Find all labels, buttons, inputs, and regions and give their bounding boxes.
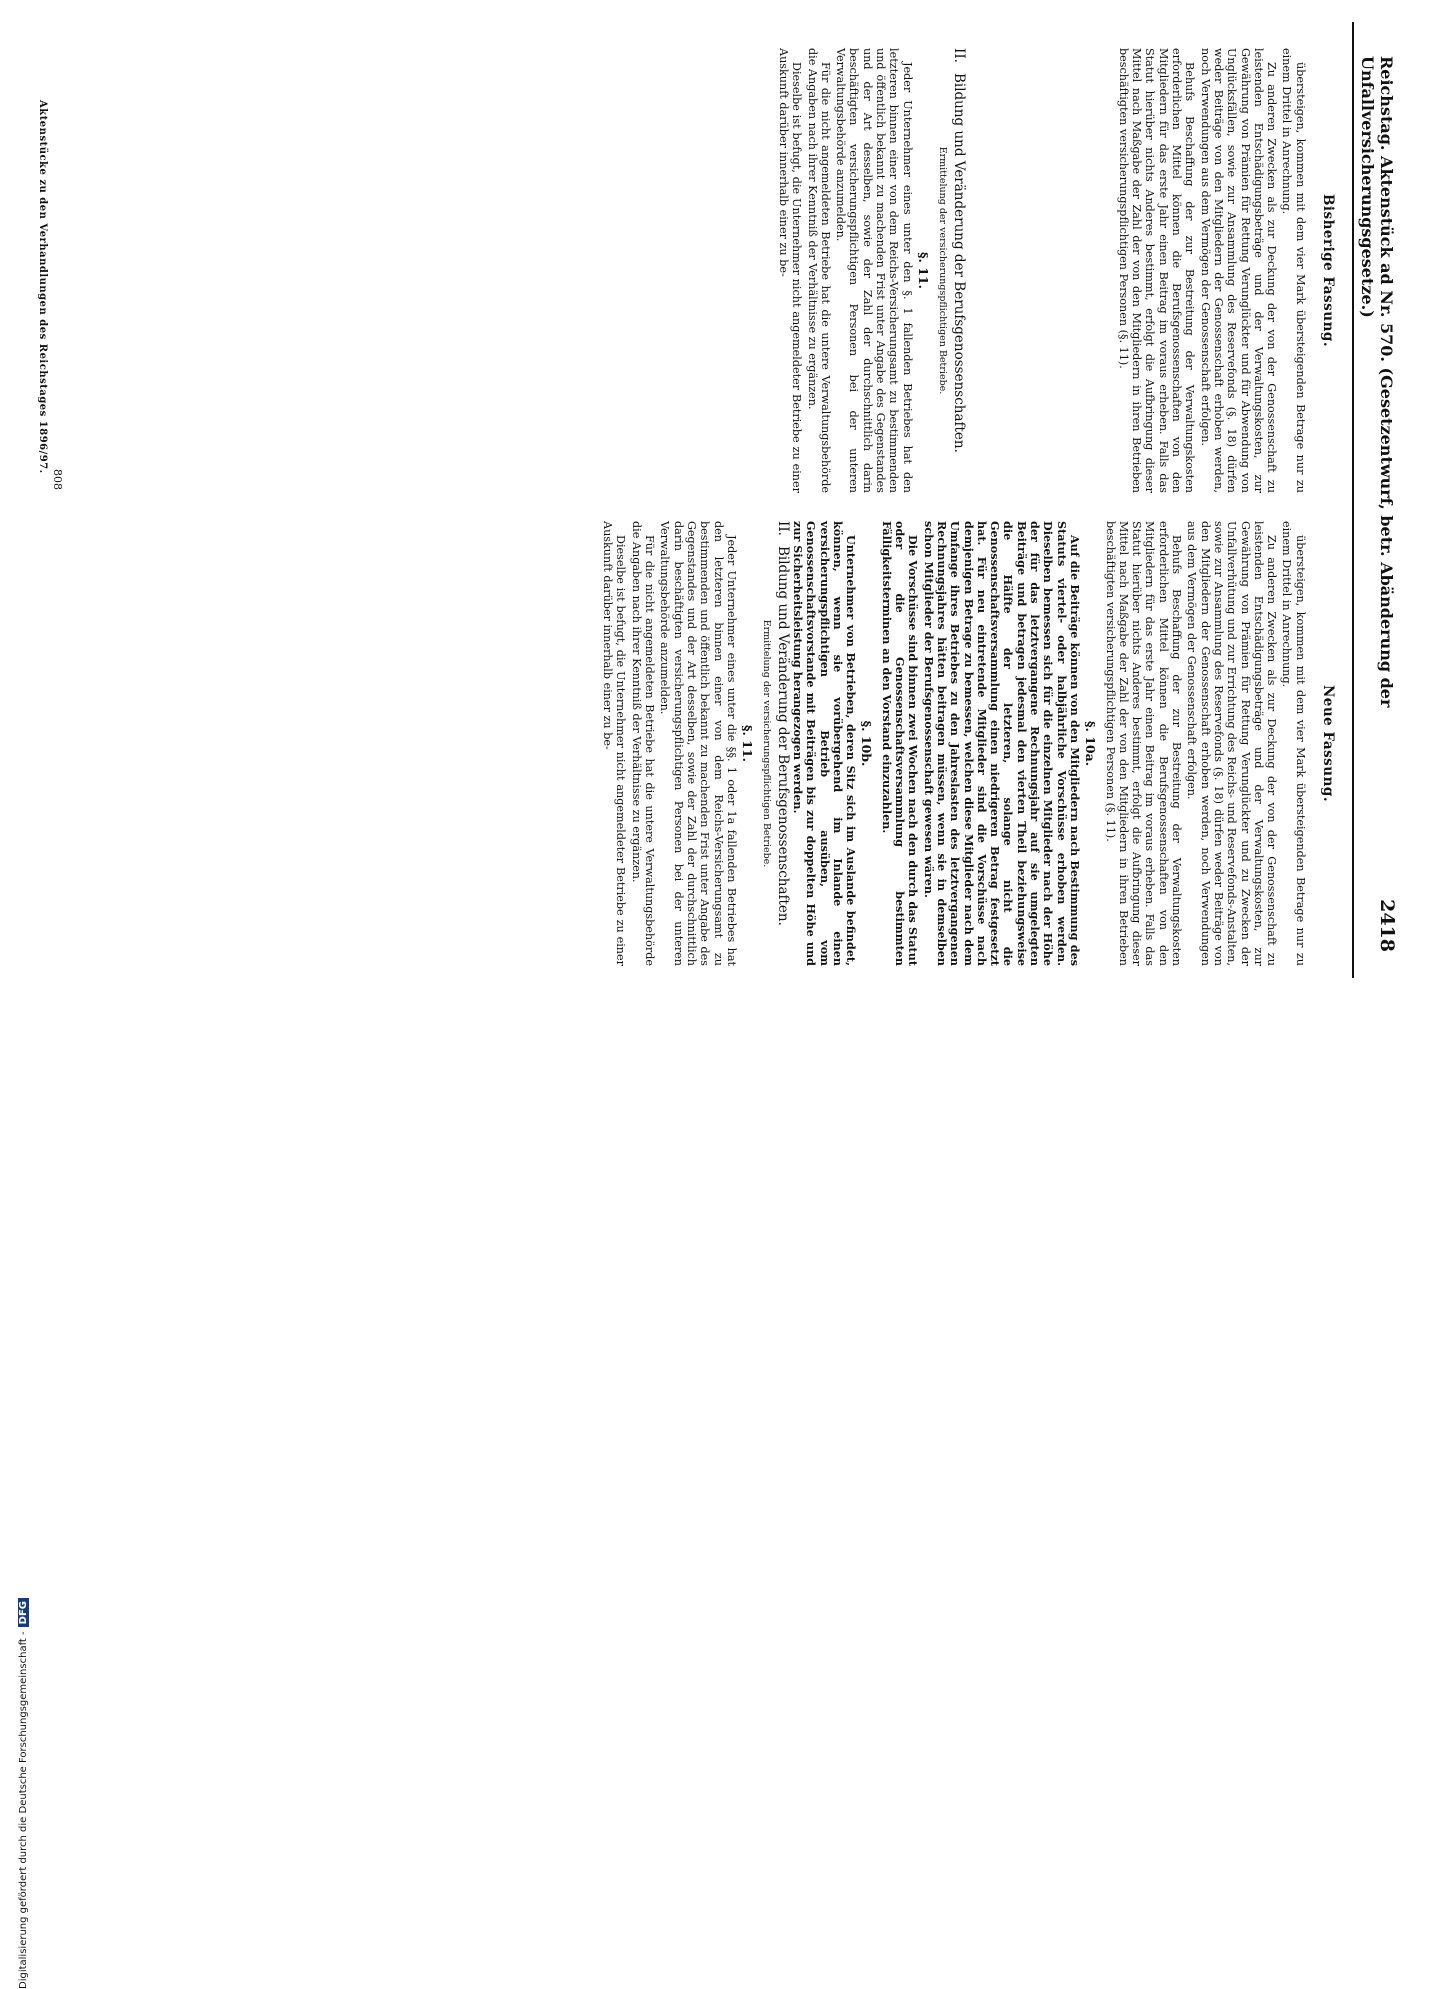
- paragraph-10b-text: Unternehmer von Betrieben, deren Sitz sich im Auslande befindet, können, wenn sie vorübergehend im Inlande einen versicherungspflichtigen Betrieb ausüben, vom Genossenschaftsvorstande mit Beiträgen bis zur doppelten Höhe und zur Sicherheitsleistung herangezogen werden.: [791, 521, 859, 966]
- left-paragraph: Jeder Unternehmer eines unter den §. 1 fallenden Betriebes hat den letzteren binnen einer von dem Reichs-Versicherungsamt zu bestimmenden und öffentlich bekannt zu machenden Frist unter Angabe des Gegenstandes und der Art desselben, sowie der Zahl der durchschnittlich darin beschäftigten versicherungspflichtigen Personen bei der unteren Verwaltungsbehörde anzumelden.: [834, 48, 914, 493]
- right-caption: Ermittelung der versicherungspflichtigen Betriebe.: [761, 619, 773, 868]
- dfg-logo: DFG: [18, 1598, 29, 1627]
- left-column-heading: Bisherige Fassung.: [1320, 193, 1336, 348]
- left-paragraph-number: §. 11.: [915, 252, 931, 289]
- left-section-roman: II.: [950, 48, 967, 63]
- right-paragraph: übersteigen, kommen mit dem vier Mark übersteigenden Betrage nur zu einem Drittel in Anrechnung.: [1280, 521, 1307, 966]
- page-footer: Aktenstücke zu den Verhandlungen des Reichstages 1896/97.: [37, 100, 48, 474]
- left-paragraph: Behufs Beschaffung der zur Bestreitung der Verwaltungskosten erforderlichen Mittel können die Berufsgenossenschaften von den Mitgliedern für das erste Jahr einen Beitrag im voraus erheben. Falls das Statut hierüber nichts Anderes bestimmt, erfolgt die Aufbringung dieser Mittel nach Maßgabe der Zahl der von den Mitgliedern in ihren Betrieben beschäftigten versicherungspflichtigen Personen (§. 11).: [1116, 48, 1197, 493]
- left-caption: Ermittelung der versicherungspflichtigen Betriebe.: [937, 146, 949, 395]
- right-section-title: [774, 521, 791, 966]
- header-title: Reichstag. Aktenstück ad Nr. 570. (Gesetzentwurf, betr. Abänderung der Unfallversicherungsgesetze.): [1358, 56, 1396, 708]
- right-paragraph: Zu anderen Zwecken als zur Deckung der von der Genossenschaft zu leistenden Entschädigungsbeträge und der Verwaltungskosten, zur Gewährung von Prämien für Rettung Verunglückter und zu Zwecken der Unfallverhütung und zur Errichtung des Reichs- und Reservefonds-Anstalten, sowie zur Ansammlung des Reservefonds (§. 18) dürfen weder Beiträge von den Mitgliedern der Genossenschaft erhoben werden, noch Verwendungen aus dem Vermögen der Genossenschaft erfolgen.: [1185, 521, 1279, 966]
- digitization-credit: [18, 989, 29, 1989]
- page-number: 808: [51, 469, 64, 490]
- credit-text: Digitalisierung gefördert durch die Deutsche Forschungsgemeinschaft -: [18, 1631, 29, 1989]
- left-paragraph: Dieselbe ist befugt, die Unternehmer nicht angemeldeter Betriebe zu einer Auskunft darüber innerhalb einer zu be-: [776, 48, 804, 493]
- right-section-roman: II.: [774, 521, 791, 536]
- paragraph-10a-text: Auf die Beiträge können von den Mitgliedern nach Bestimmung des Statuts viertel- oder halbjährliche Vorschüsse erhoben werden. Dieselben bemessen sich für die einzelnen Mitglieder nach der Höhe der für das letztvergangene Rechnungsjahr auf sie umgelegten Beiträge und betragen jedesmal den vierten Theil beziehungsweise die Hälfte der letzteren, solange nicht die Genossenschaftsversammlung einen niedrigeren Betrag festgesetzt hat. Für neu eintretende Mitglieder sind die Vorschüsse nach demjenigen Betrage zu bemessen, welchen diese Mitglieder nach dem Umfange ihres Betriebes zu den Jahreslasten des letztvergangenen Rechnungsjahres hätten beitragen müssen, wenn sie in demselben schon Mitglieder der Berufsgenossenschaft gewesen wären.: [921, 521, 1082, 966]
- left-paragraph: Zu anderen Zwecken als zur Deckung der von der Genossenschaft zu leistenden Entschädigungsbeträge und der Verwaltungskosten, zur Gewährung von Prämien für Rettung Verunglückter und für Abwendung von Unglücksfällen, sowie zur Ansammlung des Reservefonds (§. 18) dürfen weder Beiträge von den Mitgliedern der Genossenschaft erhoben werden, noch Verwendungen aus dem Vermögen der Genossenschaft erfolgen.: [1198, 48, 1279, 493]
- header-page-number: 2418: [1376, 899, 1398, 952]
- paragraph-10a-text: Die Vorschüsse sind binnen zwei Wochen nach den durch das Statut oder die Genossenschaftsversammlung bestimmten Fälligkeitsterminen an den Vorstand einzuzahlen.: [879, 521, 921, 966]
- right-paragraph-number: §. 11.: [740, 725, 756, 762]
- right-paragraph: Für die nicht angemeldeten Betriebe hat die untere Verwaltungsbehörde die Angaben nach ihrer Kenntniß der Verhältnisse zu ergänzen.: [629, 521, 657, 966]
- right-paragraph: Jeder Unternehmer eines unter die §§. 1 oder 1a fallenden Betriebes hat den letzteren binnen einer von dem Reichs-Versicherungsamt zu bestimmenden und öffentlich bekannt zu machenden Frist unter Angabe des Gegenstandes und der Art desselben, sowie der Zahl der durchschnittlich darin beschäftigten versicherungspflichtigen Personen bei der unteren Verwaltungsbehörde anzumelden.: [658, 521, 738, 966]
- left-section-text: Bildung und Veränderung der Berufsgenossenschaften.: [950, 72, 967, 453]
- left-column: [599, 48, 1346, 493]
- right-paragraph: Behufs Beschaffung der zur Bestreitung der Verwaltungskosten erforderlichen Mittel können die Berufsgenossenschaften von den Mitgliedern für das erste Jahr einen Beitrag im voraus erheben. Falls das Statut hierüber nichts Anderes bestimmt, erfolgt die Aufbringung dieser Mittel nach Maßgabe der Zahl der von den Mitgliedern in ihren Betrieben beschäftigten versicherungspflichtigen Personen (§. 11).: [1103, 521, 1184, 966]
- page-header: [1352, 22, 1420, 978]
- paragraph-10a-number: §. 10a.: [1083, 720, 1099, 767]
- left-paragraph: übersteigen, kommen mit dem vier Mark übersteigenden Betrage nur zu einem Drittel in Anrechnung.: [1280, 48, 1307, 493]
- right-column: [599, 521, 1346, 966]
- left-section-title: [950, 48, 967, 493]
- right-section-text: Bildung und Veränderung der Berufsgenossenschaften.: [774, 545, 791, 926]
- left-column-gap: [965, 48, 1115, 493]
- right-column-heading: Neue Fassung.: [1320, 684, 1336, 803]
- right-paragraph: Dieselbe ist befugt, die Unternehmer nicht angemeldeter Betriebe zu einer Auskunft darüber innerhalb einer zu be-: [601, 521, 628, 966]
- left-paragraph: Für die nicht angemeldeten Betriebe hat die untere Verwaltungsbehörde die Angaben nach ihrer Kenntniß der Verhältnisse zu ergänzen.: [805, 48, 832, 493]
- paragraph-10b-number: §. 10b.: [859, 720, 875, 767]
